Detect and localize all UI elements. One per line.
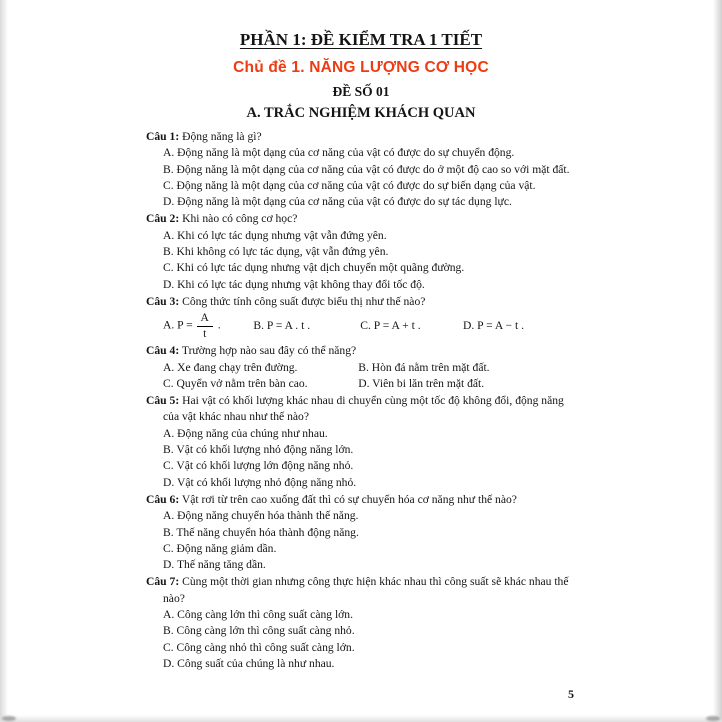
answer-option: D. Vật có khối lượng nhỏ động năng nhỏ. [163,475,357,489]
fraction-numerator: A [197,312,213,327]
question-body: Công thức tính công suất được biểu thị như thế nào? [182,294,426,308]
answer-option: B. Động năng là một dạng của cơ năng của vật có được do ở một độ cao so với mặt đất. [163,162,570,176]
answer-option: C. Công càng nhỏ thì công suất càng lớn. [163,640,355,654]
answer-option: D. P = A − t . [463,319,524,333]
options [163,607,574,672]
questions [146,129,574,672]
answer-option: C. Khi có lực tác dụng nhưng vật dịch chuyển một quãng đường. [163,261,465,275]
answer-option: A. Động năng chuyển hóa thành thế năng. [163,509,359,523]
page-title: PHẦN 1: ĐỀ KIỂM TRA 1 TIẾT [239,30,483,49]
question [146,129,574,210]
exam-number: ĐỀ SỐ 01 [332,84,390,99]
answer-option: A. Khi có lực tác dụng nhưng vật vẫn đứng yên. [163,228,387,242]
answer-option: D. Khi có lực tác dụng nhưng vật không thay đổi tốc độ. [163,277,425,291]
formula-prefix: A. P = [163,318,196,332]
question-text [146,393,574,426]
question-body: Cùng một thời gian nhưng công thực hiện khác nhau thì công suất sẽ khác nhau thế nào? [163,575,569,605]
page-edge-left [0,0,8,722]
options [163,360,574,393]
options [163,145,574,210]
question-text [146,492,574,508]
question-text [146,294,574,310]
question-label: Câu 7: [146,575,180,589]
question-body: Trường hợp nào sau đây có thể năng? [181,344,357,358]
question-label: Câu 2: [146,212,180,226]
question-body: Khi nào có công cơ học? [182,212,298,226]
answer-option: B. Công càng lớn thì công suất càng nhỏ. [163,624,355,638]
page-edge-right [713,0,722,722]
fraction-denominator: t [203,326,207,340]
answer-option: B. P = A . t . [253,319,311,333]
question [146,492,574,573]
options [163,228,574,293]
answer-option: A. Xe đang chạy trên đường. [163,360,298,374]
answer-option: C. Động năng giảm dần. [163,541,277,555]
answer-option: D. Công suất của chúng là như nhau. [163,656,335,670]
question [146,294,574,342]
question-text [146,129,574,145]
answer-option: D. Thế năng tăng dần. [163,558,266,572]
chapter-heading: Chủ đề 1. NĂNG LƯỢNG CƠ HỌC [233,59,489,76]
answer-option: A. Động năng là một dạng của cơ năng của vật có được do sự chuyển động. [163,146,515,160]
answer-option: C. Động năng là một dạng của cơ năng của vật có được do sự biến dạng của vật. [163,178,536,192]
answer-option: B. Vật có khối lượng nhỏ động năng lớn. [163,443,354,457]
answer-option [163,310,253,342]
question-label: Câu 6: [146,492,180,506]
question-label: Câu 3: [146,294,180,308]
question-label: Câu 4: [146,344,180,358]
question-label: Câu 1: [146,130,180,143]
options [163,310,574,342]
scan-shadow-right [706,716,720,721]
answer-option: A. Công càng lớn thì công suất càng lớn. [163,608,354,622]
formula-suffix: . [214,318,221,332]
answer-option: A. Động năng của chúng như nhau. [163,426,328,440]
answer-option: D. Động năng là một dạng của cơ năng của vật có được do sự tác dụng lực. [163,195,512,209]
page-number: 5 [568,687,574,701]
section-heading: A. TRẮC NGHIỆM KHÁCH QUAN [246,105,476,121]
question-body: Động năng là gì? [182,130,262,143]
answer-option: D. Viên bi lăn trên mặt đất. [358,376,485,390]
question [146,211,574,292]
question [146,574,574,672]
options [163,426,574,491]
answer-option: B. Khi không có lực tác dụng, vật vẫn đứng yên. [163,245,389,259]
answer-option: C. Vật có khối lượng lớn động năng nhỏ. [163,459,354,473]
question-text [146,211,574,227]
question-body: Hai vật có khối lượng khác nhau di chuyển cùng một tốc độ không đổi, động năng của vật khác nhau như thế nào? [163,394,564,424]
scan-shadow-left [2,716,16,721]
fraction [197,312,213,340]
question [146,393,574,491]
answer-option: C. Quyển vở nằm trên bàn cao. [163,376,308,390]
question-label: Câu 5: [146,394,180,408]
question-body: Vật rơi từ trên cao xuống đất thì có sự chuyển hóa cơ năng như thế nào? [181,492,517,506]
answer-option: B. Thế năng chuyển hóa thành động năng. [163,525,359,539]
answer-option: C. P = A + t . [360,319,421,333]
answer-option: B. Hòn đá nằm trên mặt đất. [358,360,490,374]
question-text [146,574,574,607]
page-edge-bottom [0,715,722,722]
question [146,343,574,392]
options [163,508,574,573]
question-text [146,343,574,359]
